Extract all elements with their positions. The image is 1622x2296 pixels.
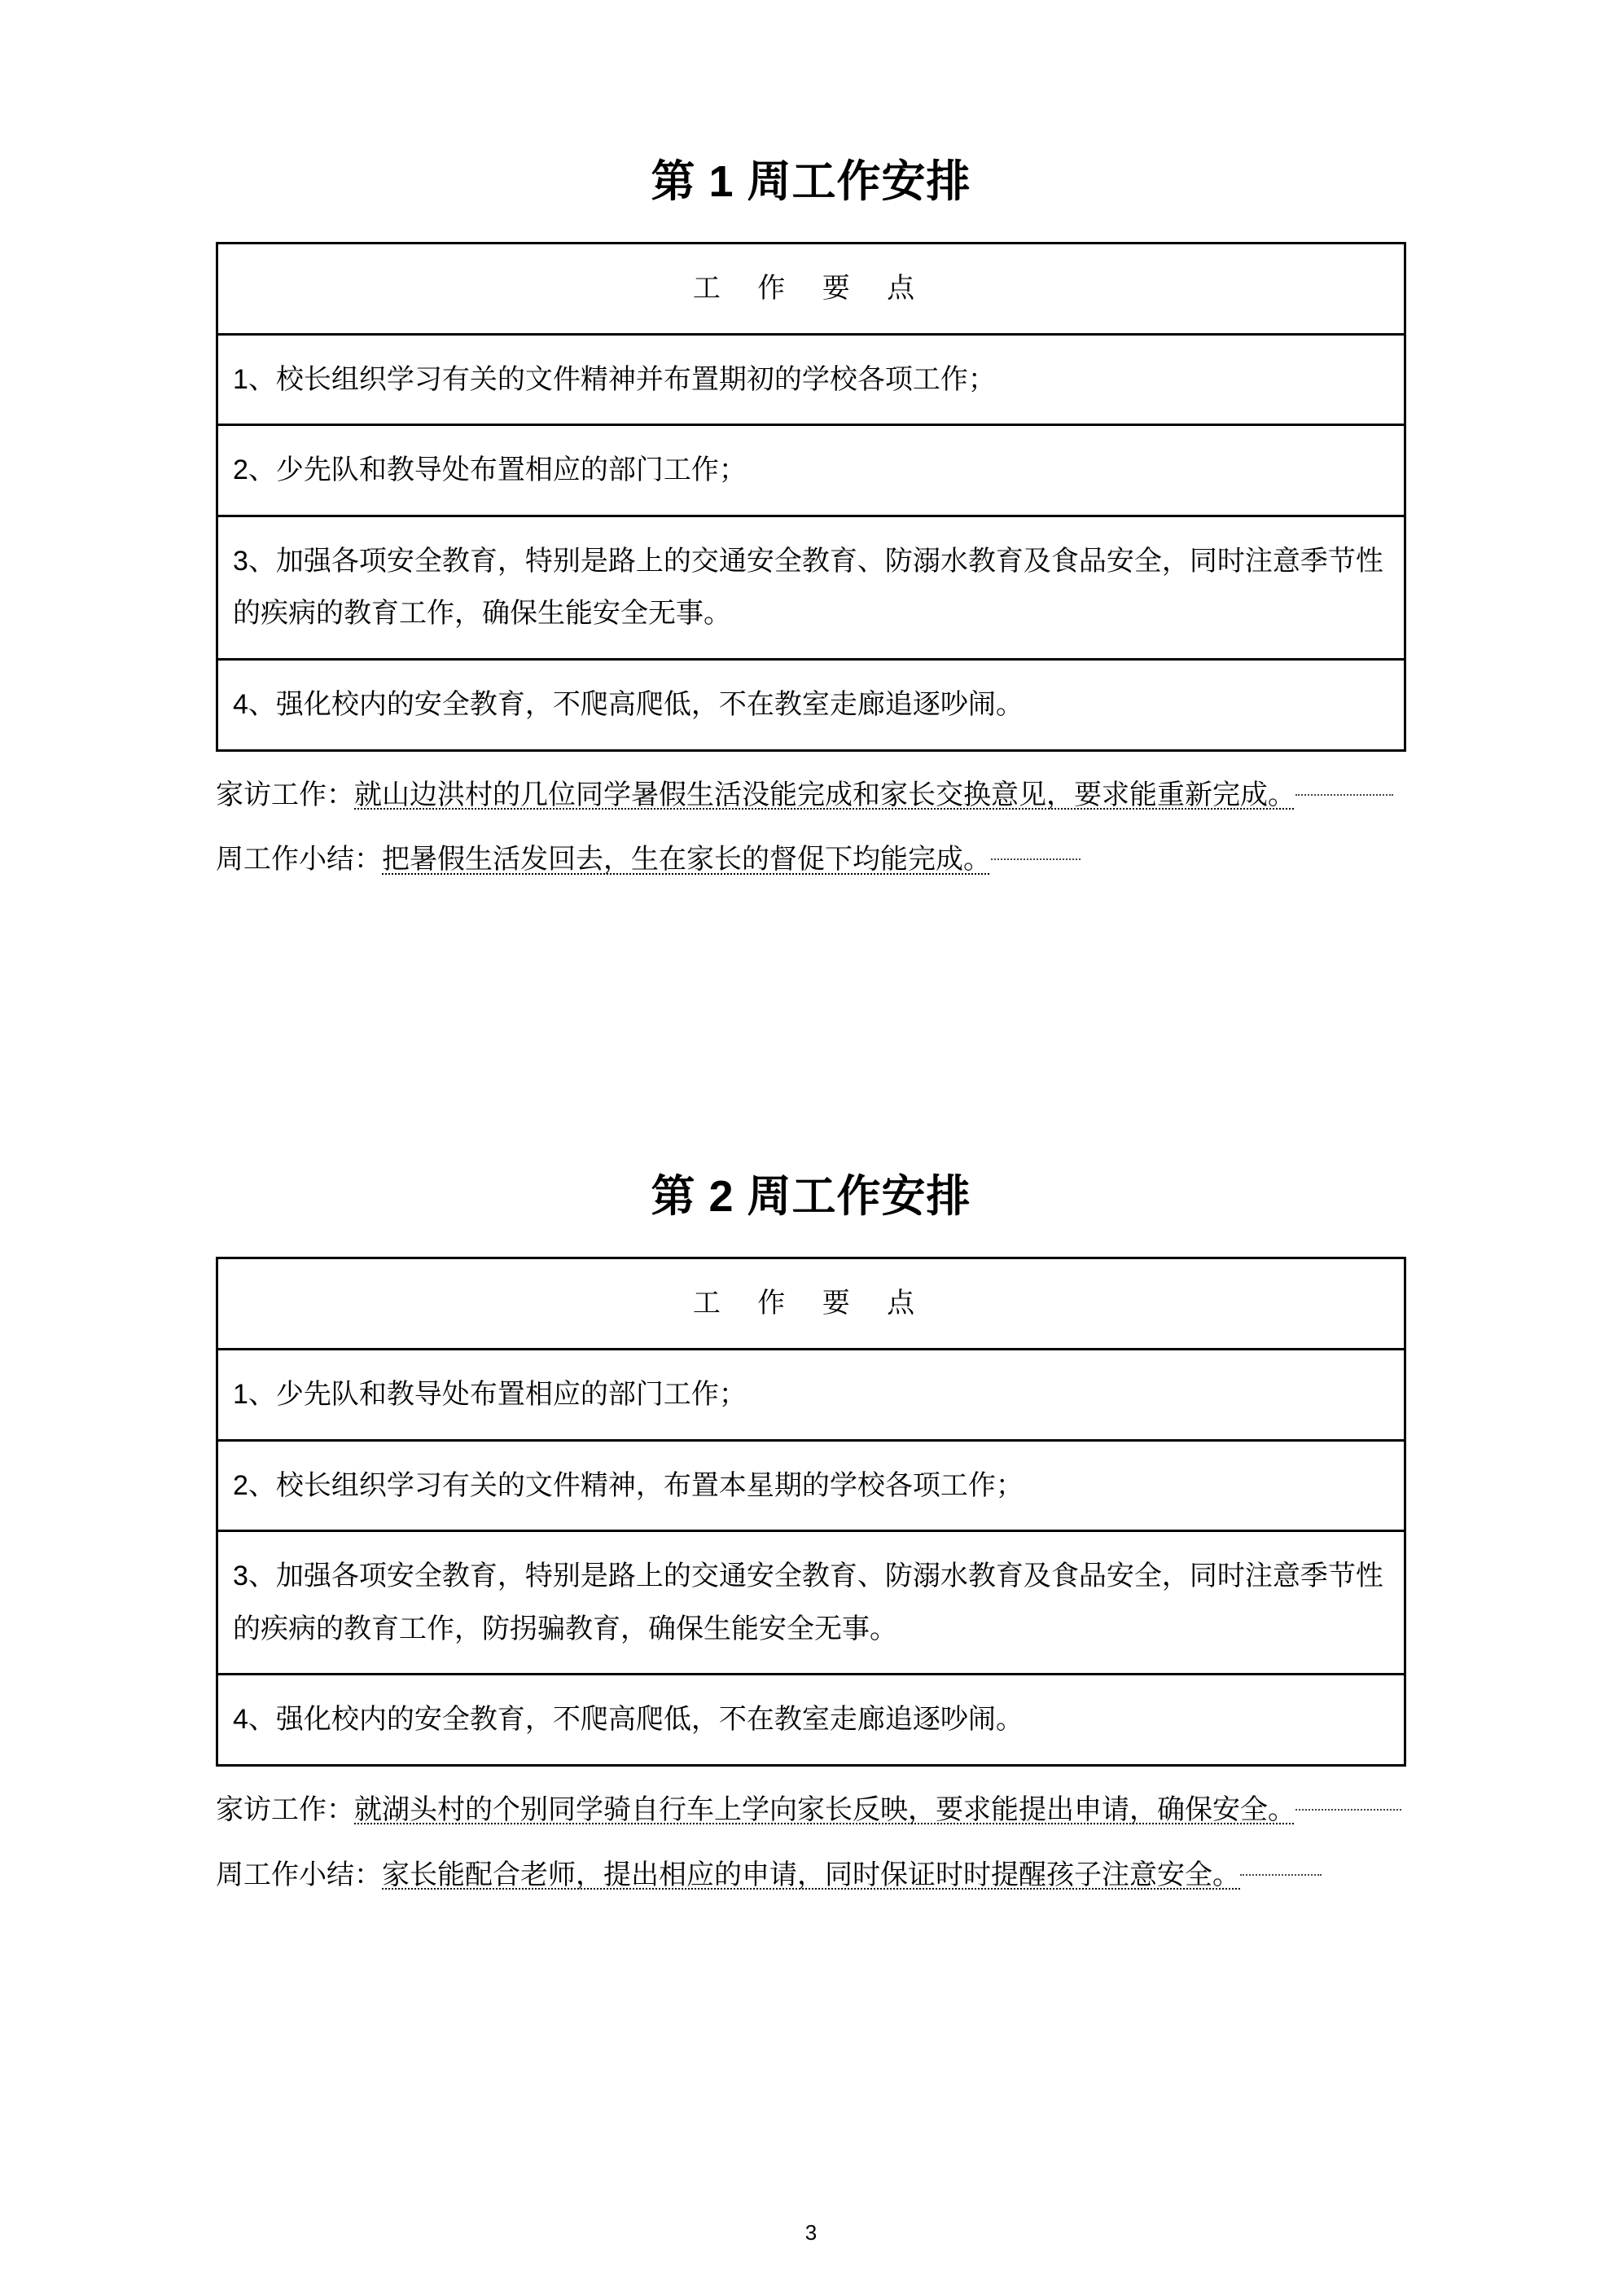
note-home-visit-week-2 (216, 1778, 1406, 1843)
note-label: 周工作小结： (216, 1859, 382, 1890)
work-point-cell: 4、强化校内的安全教育，不爬高爬低，不在教室走廊追逐吵闹。 (217, 659, 1405, 750)
table-row (217, 1349, 1405, 1440)
note-text: 家长能配合老师，提出相应的申请，同时保证时时提醒孩子注意安全。 (382, 1859, 1240, 1890)
section-title-week-1: 第 1 周工作安排 (651, 157, 971, 206)
note-text: 就湖头村的个别同学骑自行车上学向家长反映，要求能提出申请，确保安全。 (354, 1793, 1295, 1825)
table-row (217, 334, 1405, 425)
work-point-cell: 4、强化校内的安全教育，不爬高爬低，不在教室走廊追逐吵闹。 (217, 1675, 1405, 1766)
work-point-cell: 1、校长组织学习有关的文件精神并布置期初的学校各项工作； (217, 334, 1405, 425)
work-points-table-week-2 (216, 1257, 1406, 1767)
note-filler (1240, 1873, 1322, 1876)
notes-week-2 (216, 1778, 1406, 1908)
table-row (217, 516, 1405, 659)
work-points-table-week-1 (216, 242, 1406, 752)
note-weekly-summary-week-2 (216, 1843, 1406, 1908)
table-header-row (217, 1258, 1405, 1350)
note-label: 家访工作： (216, 779, 354, 810)
note-text: 就山边洪村的几位同学暑假生活没能完成和家长交换意见，要求能重新完成。 (354, 779, 1295, 810)
note-weekly-summary-week-1 (216, 828, 1406, 893)
week-section-2 (216, 1015, 1406, 1907)
note-home-visit-week-1 (216, 763, 1406, 828)
section-gap (216, 893, 1406, 1015)
work-point-cell: 1、少先队和教导处布置相应的部门工作； (217, 1349, 1405, 1440)
table-row (217, 659, 1405, 750)
notes-week-1 (216, 763, 1406, 893)
work-point-cell: 2、少先队和教导处布置相应的部门工作； (217, 425, 1405, 516)
table-header-cell: 工 作 要 点 (217, 244, 1405, 335)
table-row (217, 1675, 1405, 1766)
page-number: 3 (804, 2220, 818, 2245)
work-point-cell: 2、校长组织学习有关的文件精神，布置本星期的学校各项工作； (217, 1440, 1405, 1531)
note-filler (991, 858, 1081, 860)
section-title-week-2: 第 2 周工作安排 (651, 1172, 971, 1222)
table-row (217, 1440, 1405, 1531)
work-point-cell: 3、加强各项安全教育，特别是路上的交通安全教育、防溺水教育及食品安全，同时注意季节性的疾病的教育工作，防拐骗教育，确保生能安全无事。 (217, 1531, 1405, 1675)
table-row (217, 1531, 1405, 1675)
note-filler (1295, 793, 1393, 796)
work-point-cell: 3、加强各项安全教育，特别是路上的交通安全教育、防溺水教育及食品安全，同时注意季节性的疾病的教育工作，确保生能安全无事。 (217, 516, 1405, 659)
week-section-1 (216, 0, 1406, 893)
note-filler (1295, 1808, 1401, 1811)
note-label: 周工作小结： (216, 844, 382, 876)
note-text: 把暑假生活发回去，生在家长的督促下均能完成。 (382, 844, 991, 876)
table-row (217, 425, 1405, 516)
note-label: 家访工作： (216, 1793, 354, 1825)
table-header-row (217, 244, 1405, 335)
table-header-cell: 工 作 要 点 (217, 1258, 1405, 1350)
